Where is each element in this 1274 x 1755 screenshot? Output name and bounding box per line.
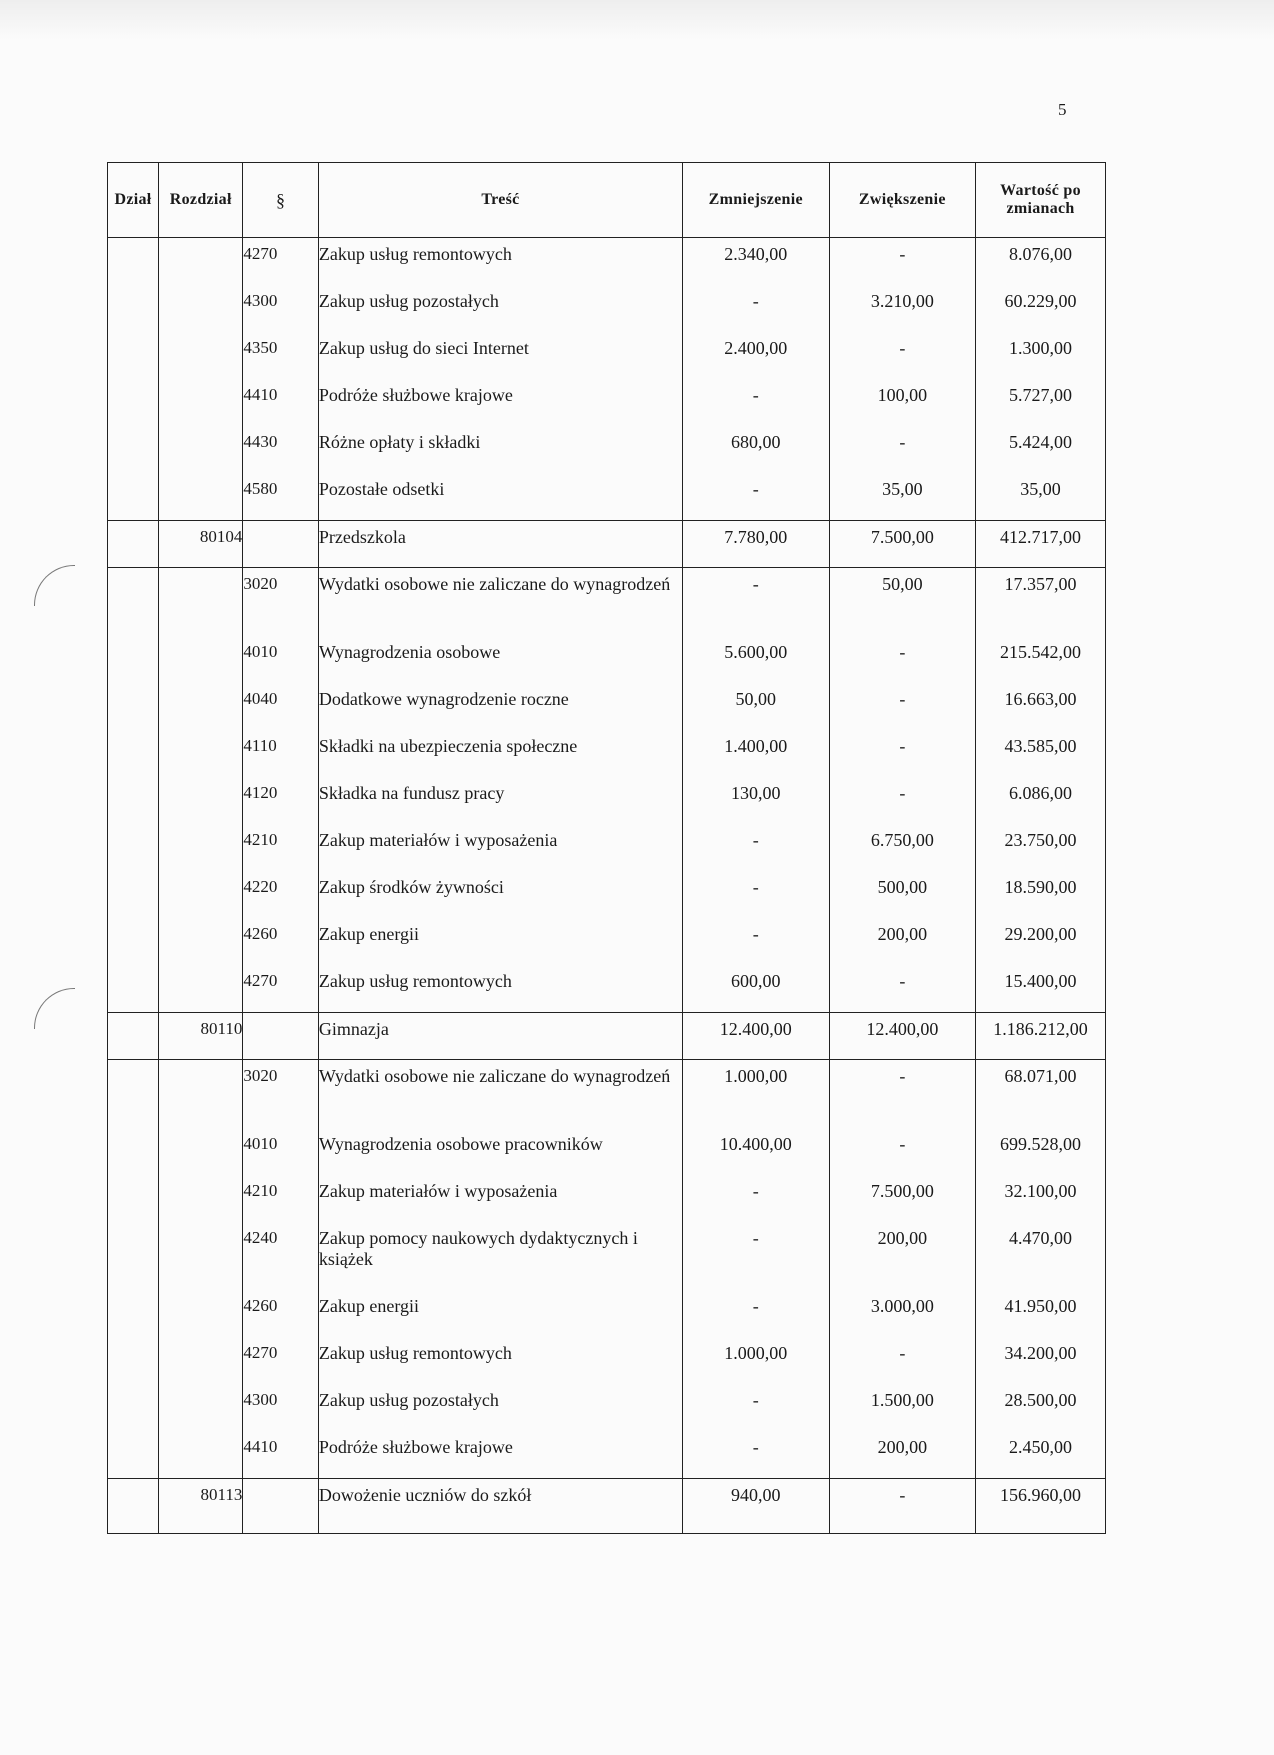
- wartosc-cell: 29.200,00: [976, 918, 1106, 965]
- rozdzial-cell: [159, 568, 243, 637]
- dzial-cell: [108, 1222, 159, 1290]
- table-row: [108, 730, 1106, 777]
- paragraf-cell: 4410: [243, 379, 318, 426]
- rozdzial-cell: [159, 238, 243, 286]
- table-row: [108, 683, 1106, 730]
- rozdzial-cell: [159, 1060, 243, 1129]
- rozdzial-cell: [159, 965, 243, 1013]
- zmniejszenie-cell: 10.400,00: [683, 1128, 830, 1175]
- paragraf-cell: 4120: [243, 777, 318, 824]
- zwiekszenie-cell: 200,00: [829, 1222, 976, 1290]
- dzial-cell: [108, 426, 159, 473]
- wartosc-cell: 32.100,00: [976, 1175, 1106, 1222]
- paragraf-cell: 3020: [243, 568, 318, 637]
- table-header-row: [108, 163, 1106, 238]
- dzial-cell: [108, 730, 159, 777]
- paragraf-cell: 4010: [243, 1128, 318, 1175]
- rozdzial-cell: 80113: [159, 1479, 243, 1534]
- dzial-cell: [108, 473, 159, 521]
- wartosc-cell: 5.424,00: [976, 426, 1106, 473]
- wartosc-cell: 15.400,00: [976, 965, 1106, 1013]
- table-body: [108, 238, 1106, 1534]
- tresc-cell: Zakup materiałów i wyposażenia: [318, 824, 682, 871]
- chapter-row: [108, 1013, 1106, 1060]
- zmniejszenie-cell: 600,00: [683, 965, 830, 1013]
- zwiekszenie-cell: -: [829, 426, 976, 473]
- table-row: [108, 238, 1106, 286]
- rozdzial-cell: 80104: [159, 521, 243, 568]
- header-zwiekszenie: Zwiększenie: [829, 163, 976, 238]
- chapter-row: [108, 521, 1106, 568]
- tresc-cell: Podróże służbowe krajowe: [318, 1431, 682, 1479]
- table-row: [108, 777, 1106, 824]
- zmniejszenie-cell: 680,00: [683, 426, 830, 473]
- punch-hole-mark: [34, 988, 75, 1029]
- table-row: [108, 1060, 1106, 1129]
- zwiekszenie-cell: -: [829, 730, 976, 777]
- zwiekszenie-cell: 1.500,00: [829, 1384, 976, 1431]
- wartosc-cell: 18.590,00: [976, 871, 1106, 918]
- rozdzial-cell: [159, 1337, 243, 1384]
- zmniejszenie-cell: -: [683, 1384, 830, 1431]
- wartosc-cell: 68.071,00: [976, 1060, 1106, 1129]
- dzial-cell: [108, 1431, 159, 1479]
- wartosc-cell: 60.229,00: [976, 285, 1106, 332]
- zmniejszenie-cell: 2.400,00: [683, 332, 830, 379]
- zwiekszenie-cell: 3.210,00: [829, 285, 976, 332]
- paragraf-cell: 4410: [243, 1431, 318, 1479]
- table-row: [108, 285, 1106, 332]
- paragraf-cell: 4210: [243, 1175, 318, 1222]
- header-wartosc: Wartość po zmianach: [976, 163, 1106, 238]
- dzial-cell: [108, 1384, 159, 1431]
- tresc-cell: Zakup usług remontowych: [318, 965, 682, 1013]
- rozdzial-cell: [159, 1222, 243, 1290]
- dzial-cell: [108, 1175, 159, 1222]
- wartosc-cell: 16.663,00: [976, 683, 1106, 730]
- table-row: [108, 379, 1106, 426]
- rozdzial-cell: [159, 824, 243, 871]
- tresc-cell: Zakup usług do sieci Internet: [318, 332, 682, 379]
- rozdzial-cell: [159, 332, 243, 379]
- tresc-cell: Wydatki osobowe nie zaliczane do wynagrodzeń: [318, 1060, 682, 1129]
- table-row: [108, 1222, 1106, 1290]
- rozdzial-cell: [159, 473, 243, 521]
- rozdzial-cell: [159, 426, 243, 473]
- zmniejszenie-cell: 1.400,00: [683, 730, 830, 777]
- tresc-cell: Zakup usług remontowych: [318, 238, 682, 286]
- zmniejszenie-cell: -: [683, 1222, 830, 1290]
- rozdzial-cell: [159, 636, 243, 683]
- header-dzial: Dział: [108, 163, 159, 238]
- paragraf-cell: 4270: [243, 1337, 318, 1384]
- wartosc-cell: 699.528,00: [976, 1128, 1106, 1175]
- rozdzial-cell: [159, 1431, 243, 1479]
- zmniejszenie-cell: -: [683, 824, 830, 871]
- table-row: [108, 918, 1106, 965]
- tresc-cell: Zakup energii: [318, 1290, 682, 1337]
- tresc-cell: Zakup pomocy naukowych dydaktycznych i książek: [318, 1222, 682, 1290]
- paragraf-cell: 4260: [243, 1290, 318, 1337]
- dzial-cell: [108, 965, 159, 1013]
- table-row: [108, 426, 1106, 473]
- tresc-cell: Różne opłaty i składki: [318, 426, 682, 473]
- zmniejszenie-cell: -: [683, 1290, 830, 1337]
- rozdzial-cell: [159, 1175, 243, 1222]
- rozdzial-cell: [159, 1290, 243, 1337]
- zwiekszenie-cell: 200,00: [829, 918, 976, 965]
- paragraf-cell: 4260: [243, 918, 318, 965]
- paragraf-cell: 4350: [243, 332, 318, 379]
- dzial-cell: [108, 1060, 159, 1129]
- wartosc-cell: 41.950,00: [976, 1290, 1106, 1337]
- zwiekszenie-cell: 500,00: [829, 871, 976, 918]
- header-rozdzial: Rozdział: [159, 163, 243, 238]
- paragraf-cell: 4010: [243, 636, 318, 683]
- zwiekszenie-cell: -: [829, 1479, 976, 1534]
- zwiekszenie-cell: 50,00: [829, 568, 976, 637]
- paragraf-cell: 4270: [243, 238, 318, 286]
- table-row: [108, 1337, 1106, 1384]
- table-row: [108, 871, 1106, 918]
- table-row: [108, 568, 1106, 637]
- zmniejszenie-cell: -: [683, 918, 830, 965]
- dzial-cell: [108, 238, 159, 286]
- rozdzial-cell: [159, 1384, 243, 1431]
- wartosc-cell: 23.750,00: [976, 824, 1106, 871]
- table-row: [108, 1175, 1106, 1222]
- page-number: 5: [1058, 100, 1067, 119]
- tresc-cell: Zakup materiałów i wyposażenia: [318, 1175, 682, 1222]
- wartosc-cell: 34.200,00: [976, 1337, 1106, 1384]
- wartosc-cell: 8.076,00: [976, 238, 1106, 286]
- zmniejszenie-cell: 130,00: [683, 777, 830, 824]
- wartosc-cell: 156.960,00: [976, 1479, 1106, 1534]
- zwiekszenie-cell: 35,00: [829, 473, 976, 521]
- zwiekszenie-cell: -: [829, 683, 976, 730]
- dzial-cell: [108, 1337, 159, 1384]
- wartosc-cell: 35,00: [976, 473, 1106, 521]
- tresc-cell: Zakup energii: [318, 918, 682, 965]
- dzial-cell: [108, 918, 159, 965]
- zmniejszenie-cell: -: [683, 1175, 830, 1222]
- table-row: [108, 473, 1106, 521]
- chapter-row: [108, 1479, 1106, 1534]
- zmniejszenie-cell: -: [683, 473, 830, 521]
- wartosc-cell: 2.450,00: [976, 1431, 1106, 1479]
- table-row: [108, 332, 1106, 379]
- tresc-cell: Dowożenie uczniów do szkół: [318, 1479, 682, 1534]
- zmniejszenie-cell: 5.600,00: [683, 636, 830, 683]
- paragraf-cell: 4300: [243, 1384, 318, 1431]
- table-row: [108, 824, 1106, 871]
- table-row: [108, 1290, 1106, 1337]
- tresc-cell: Składki na ubezpieczenia społeczne: [318, 730, 682, 777]
- paragraf-cell: [243, 1479, 318, 1534]
- rozdzial-cell: [159, 918, 243, 965]
- dzial-cell: [108, 1128, 159, 1175]
- punch-hole-mark: [34, 565, 75, 606]
- zmniejszenie-cell: -: [683, 285, 830, 332]
- tresc-cell: Pozostałe odsetki: [318, 473, 682, 521]
- header-zmniejszenie: Zmniejszenie: [683, 163, 830, 238]
- zmniejszenie-cell: 2.340,00: [683, 238, 830, 286]
- table-row: [108, 636, 1106, 683]
- dzial-cell: [108, 777, 159, 824]
- zwiekszenie-cell: -: [829, 238, 976, 286]
- paragraf-cell: 4110: [243, 730, 318, 777]
- zwiekszenie-cell: -: [829, 636, 976, 683]
- rozdzial-cell: [159, 730, 243, 777]
- rozdzial-cell: 80110: [159, 1013, 243, 1060]
- zwiekszenie-cell: -: [829, 777, 976, 824]
- zmniejszenie-cell: 1.000,00: [683, 1337, 830, 1384]
- rozdzial-cell: [159, 1128, 243, 1175]
- tresc-cell: Gimnazja: [318, 1013, 682, 1060]
- zmniejszenie-cell: 1.000,00: [683, 1060, 830, 1129]
- paragraf-cell: 3020: [243, 1060, 318, 1129]
- dzial-cell: [108, 871, 159, 918]
- paragraf-cell: 4040: [243, 683, 318, 730]
- dzial-cell: [108, 1013, 159, 1060]
- dzial-cell: [108, 1290, 159, 1337]
- wartosc-cell: 1.300,00: [976, 332, 1106, 379]
- zwiekszenie-cell: 12.400,00: [829, 1013, 976, 1060]
- dzial-cell: [108, 379, 159, 426]
- dzial-cell: [108, 824, 159, 871]
- tresc-cell: Wydatki osobowe nie zaliczane do wynagrodzeń: [318, 568, 682, 637]
- zmniejszenie-cell: 50,00: [683, 683, 830, 730]
- header-tresc: Treść: [318, 163, 682, 238]
- rozdzial-cell: [159, 379, 243, 426]
- wartosc-cell: 43.585,00: [976, 730, 1106, 777]
- zwiekszenie-cell: 100,00: [829, 379, 976, 426]
- tresc-cell: Zakup usług pozostałych: [318, 285, 682, 332]
- zwiekszenie-cell: -: [829, 1060, 976, 1129]
- zmniejszenie-cell: -: [683, 568, 830, 637]
- tresc-cell: Zakup usług pozostałych: [318, 1384, 682, 1431]
- paragraf-cell: 4220: [243, 871, 318, 918]
- paragraf-cell: 4270: [243, 965, 318, 1013]
- zwiekszenie-cell: 7.500,00: [829, 1175, 976, 1222]
- zwiekszenie-cell: -: [829, 332, 976, 379]
- zwiekszenie-cell: -: [829, 1128, 976, 1175]
- zwiekszenie-cell: 7.500,00: [829, 521, 976, 568]
- tresc-cell: Wynagrodzenia osobowe: [318, 636, 682, 683]
- tresc-cell: Zakup usług remontowych: [318, 1337, 682, 1384]
- table-row: [108, 1431, 1106, 1479]
- rozdzial-cell: [159, 285, 243, 332]
- wartosc-cell: 6.086,00: [976, 777, 1106, 824]
- paragraf-cell: 4430: [243, 426, 318, 473]
- paragraf-cell: 4210: [243, 824, 318, 871]
- wartosc-cell: 4.470,00: [976, 1222, 1106, 1290]
- wartosc-cell: 1.186.212,00: [976, 1013, 1106, 1060]
- zmniejszenie-cell: -: [683, 871, 830, 918]
- paragraf-cell: 4240: [243, 1222, 318, 1290]
- zmniejszenie-cell: 7.780,00: [683, 521, 830, 568]
- table-row: [108, 1384, 1106, 1431]
- rozdzial-cell: [159, 683, 243, 730]
- header-paragraf: §: [243, 163, 318, 238]
- wartosc-cell: 215.542,00: [976, 636, 1106, 683]
- wartosc-cell: 28.500,00: [976, 1384, 1106, 1431]
- wartosc-cell: 412.717,00: [976, 521, 1106, 568]
- budget-table: [107, 162, 1106, 1534]
- tresc-cell: Składka na fundusz pracy: [318, 777, 682, 824]
- table-row: [108, 965, 1106, 1013]
- rozdzial-cell: [159, 871, 243, 918]
- zmniejszenie-cell: 940,00: [683, 1479, 830, 1534]
- zwiekszenie-cell: -: [829, 965, 976, 1013]
- tresc-cell: Zakup środków żywności: [318, 871, 682, 918]
- tresc-cell: Przedszkola: [318, 521, 682, 568]
- zmniejszenie-cell: -: [683, 1431, 830, 1479]
- dzial-cell: [108, 1479, 159, 1534]
- dzial-cell: [108, 285, 159, 332]
- dzial-cell: [108, 568, 159, 637]
- zmniejszenie-cell: 12.400,00: [683, 1013, 830, 1060]
- paragraf-cell: [243, 1013, 318, 1060]
- zwiekszenie-cell: 3.000,00: [829, 1290, 976, 1337]
- rozdzial-cell: [159, 777, 243, 824]
- paragraf-cell: 4300: [243, 285, 318, 332]
- zmniejszenie-cell: -: [683, 379, 830, 426]
- wartosc-cell: 5.727,00: [976, 379, 1106, 426]
- wartosc-cell: 17.357,00: [976, 568, 1106, 637]
- dzial-cell: [108, 521, 159, 568]
- tresc-cell: Dodatkowe wynagrodzenie roczne: [318, 683, 682, 730]
- zwiekszenie-cell: 6.750,00: [829, 824, 976, 871]
- dzial-cell: [108, 332, 159, 379]
- table-row: [108, 1128, 1106, 1175]
- tresc-cell: Podróże służbowe krajowe: [318, 379, 682, 426]
- zwiekszenie-cell: 200,00: [829, 1431, 976, 1479]
- zwiekszenie-cell: -: [829, 1337, 976, 1384]
- paragraf-cell: 4580: [243, 473, 318, 521]
- dzial-cell: [108, 683, 159, 730]
- paragraf-cell: [243, 521, 318, 568]
- dzial-cell: [108, 636, 159, 683]
- tresc-cell: Wynagrodzenia osobowe pracowników: [318, 1128, 682, 1175]
